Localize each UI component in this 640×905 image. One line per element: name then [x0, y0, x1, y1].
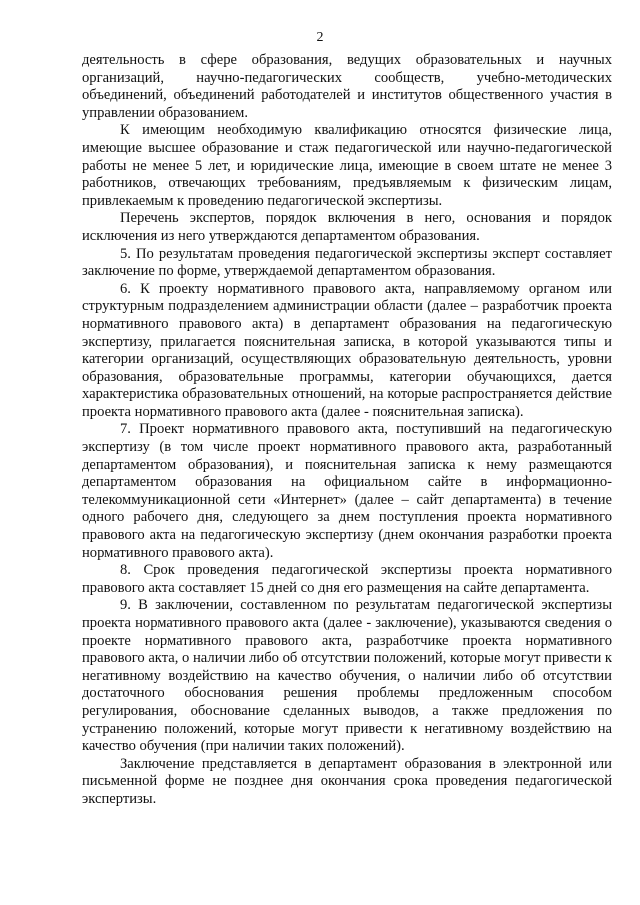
- paragraph-expert-list: Перечень экспертов, порядок включения в него, основания и порядок исключения из него утверждаются департаментом образования.: [82, 210, 612, 244]
- paragraph-continuation: деятельность в сфере образования, ведущих образовательных и научных организаций, научно-педагогических сообществ, учебно-методических объединений, объединений работодателей и институтов общественного участия в управлении образованием.: [82, 52, 612, 121]
- document-body: [82, 52, 612, 809]
- paragraph-item-6: 6. К проекту нормативного правового акта, направляемому органом или структурным подразделением администрации области (далее – разработчик проекта нормативного правового акта) в департамент образования на педагогическую экспертизу, прилагается пояснительная записка, в которой указываются типы и категории организаций, осуществляющих образовательную деятельность, уровни образования, образовательные программы, категории обучающихся, дается характеристика образовательных отношений, на которые распространяется действие проекта нормативного правового акта (далее - пояснительная записка).: [82, 280, 612, 420]
- paragraph-item-9: 9. В заключении, составленном по результатам педагогической экспертизы проекта нормативного правового акта (далее - заключение), указываются сведения о проекте нормативного правового акта, разработчике проекта нормативного правового акта, о наличии либо об отсутствии положений, которые могут привести к негативному воздействию на качество обучения, о наличии либо об отсутствии достаточного обоснования решения проблемы предложенным способом регулирования, обоснование сделанных выводов, а также предложения по устранению положений, которые могут привести к негативному воздействию на качество обучения (при наличии таких положений).: [82, 597, 612, 755]
- paragraph-conclusion-submission: Заключение представляется в департамент образования в электронной или письменной форме не позднее дня окончания срока проведения педагогической экспертизы.: [82, 755, 612, 807]
- paragraph-item-8: 8. Срок проведения педагогической экспертизы проекта нормативного правового акта составляет 15 дней со дня его размещения на сайте департамента.: [82, 562, 612, 596]
- paragraph-item-5: 5. По результатам проведения педагогической экспертизы эксперт составляет заключение по форме, утверждаемой департаментом образования.: [82, 245, 612, 280]
- paragraph-expert-qualification: К имеющим необходимую квалификацию относятся физические лица, имеющие высшее образование и стаж педагогической или научно-педагогической работы не менее 5 лет, и юридические лица, имеющие в своем штате не менее 3 работников, отвечающих требованиям, предъявляемым к физическим лицам, привлекаемым к проведению педагогической экспертизы.: [82, 122, 612, 209]
- page-number: 2: [316, 30, 324, 45]
- paragraph-item-7: 7. Проект нормативного правового акта, поступивший на педагогическую экспертизу (в том числе проект нормативного правового акта, разработанный департаментом образования), и пояснительная записка к нему размещаются департаментом образования на официальном сайте в информационно-телекоммуникационной сети «Интернет» (далее – сайт департамента) в течение одного рабочего дня, следующего за днем поступления проекта нормативного правового акта на педагогическую экспертизу (днем окончания разработки проекта нормативного правового акта).: [82, 421, 612, 561]
